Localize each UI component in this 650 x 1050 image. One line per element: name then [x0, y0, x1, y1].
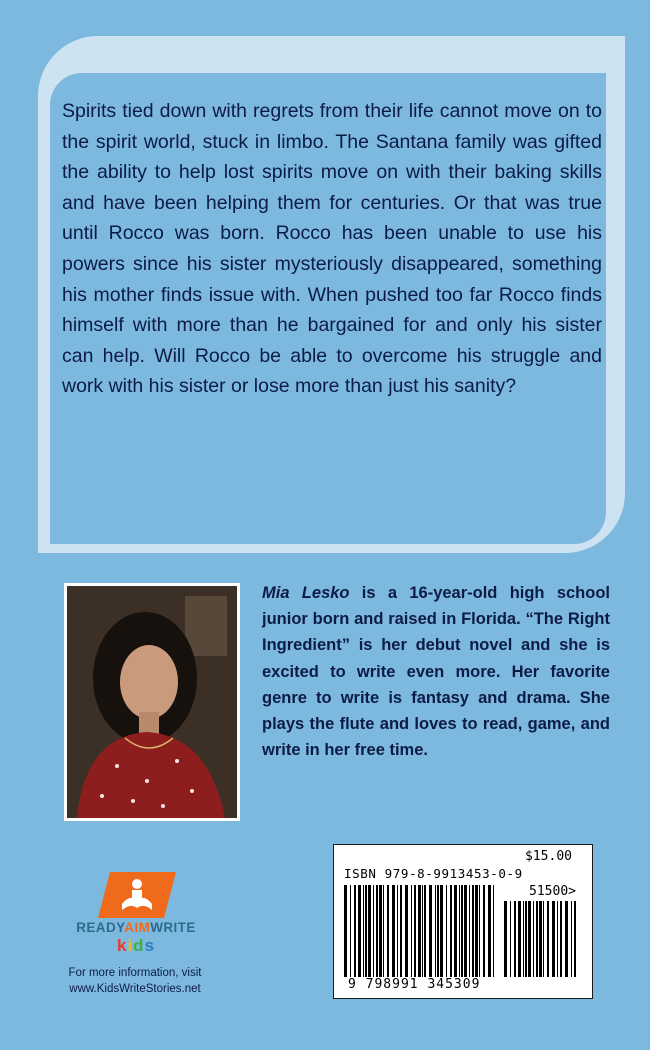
- addon-barcode-bars: [504, 901, 580, 977]
- reader-book-icon: [96, 870, 178, 920]
- isbn-barcode: [333, 844, 593, 999]
- barcode-number: 9 798991 345309: [348, 977, 481, 992]
- publisher-wordmark: READYAIMWRITE: [76, 920, 196, 935]
- book-blurb: Spirits tied down with regrets from their life cannot move on to the spirit world, stuck in limbo. The Santana family was gifted the ability to help lost spirits move on with their baking skills and have been helping them for centuries. Or that was true until Rocco was born. Rocco has been unable to use his powers since his sister mysteriously disappeared, something his mother finds issue with. When pushed too far Rocco finds himself with more than he bargained for and only his sister can help. Will Rocco be able to overcome his struggle and work with his sister or lose more than just his sanity?: [62, 100, 602, 398]
- publisher-logo: [60, 870, 210, 1000]
- author-name: Mia Lesko: [262, 584, 350, 602]
- author-bio: [262, 580, 610, 763]
- barcode-isbn: ISBN 979-8-9913453-0-9: [344, 866, 523, 881]
- publisher-info: [60, 965, 210, 997]
- info-line: For more information, visit: [68, 967, 202, 979]
- barcode-bars: [344, 885, 494, 977]
- barcode-price: $15.00: [525, 849, 572, 864]
- publisher-kids: kids: [116, 936, 156, 955]
- author-photo: [64, 583, 240, 821]
- publisher-website: www.KidsWriteStories.net: [69, 983, 201, 995]
- barcode-price-code: 51500>: [529, 884, 576, 899]
- author-bio-text: is a 16-year-old high school junior born and raised in Florida. “The Right Ingredient” is her debut novel and she is excited to write even more. Her favorite genre to write is fantasy and drama. She plays the flute and loves to read, game, and write in her free time.: [262, 584, 610, 760]
